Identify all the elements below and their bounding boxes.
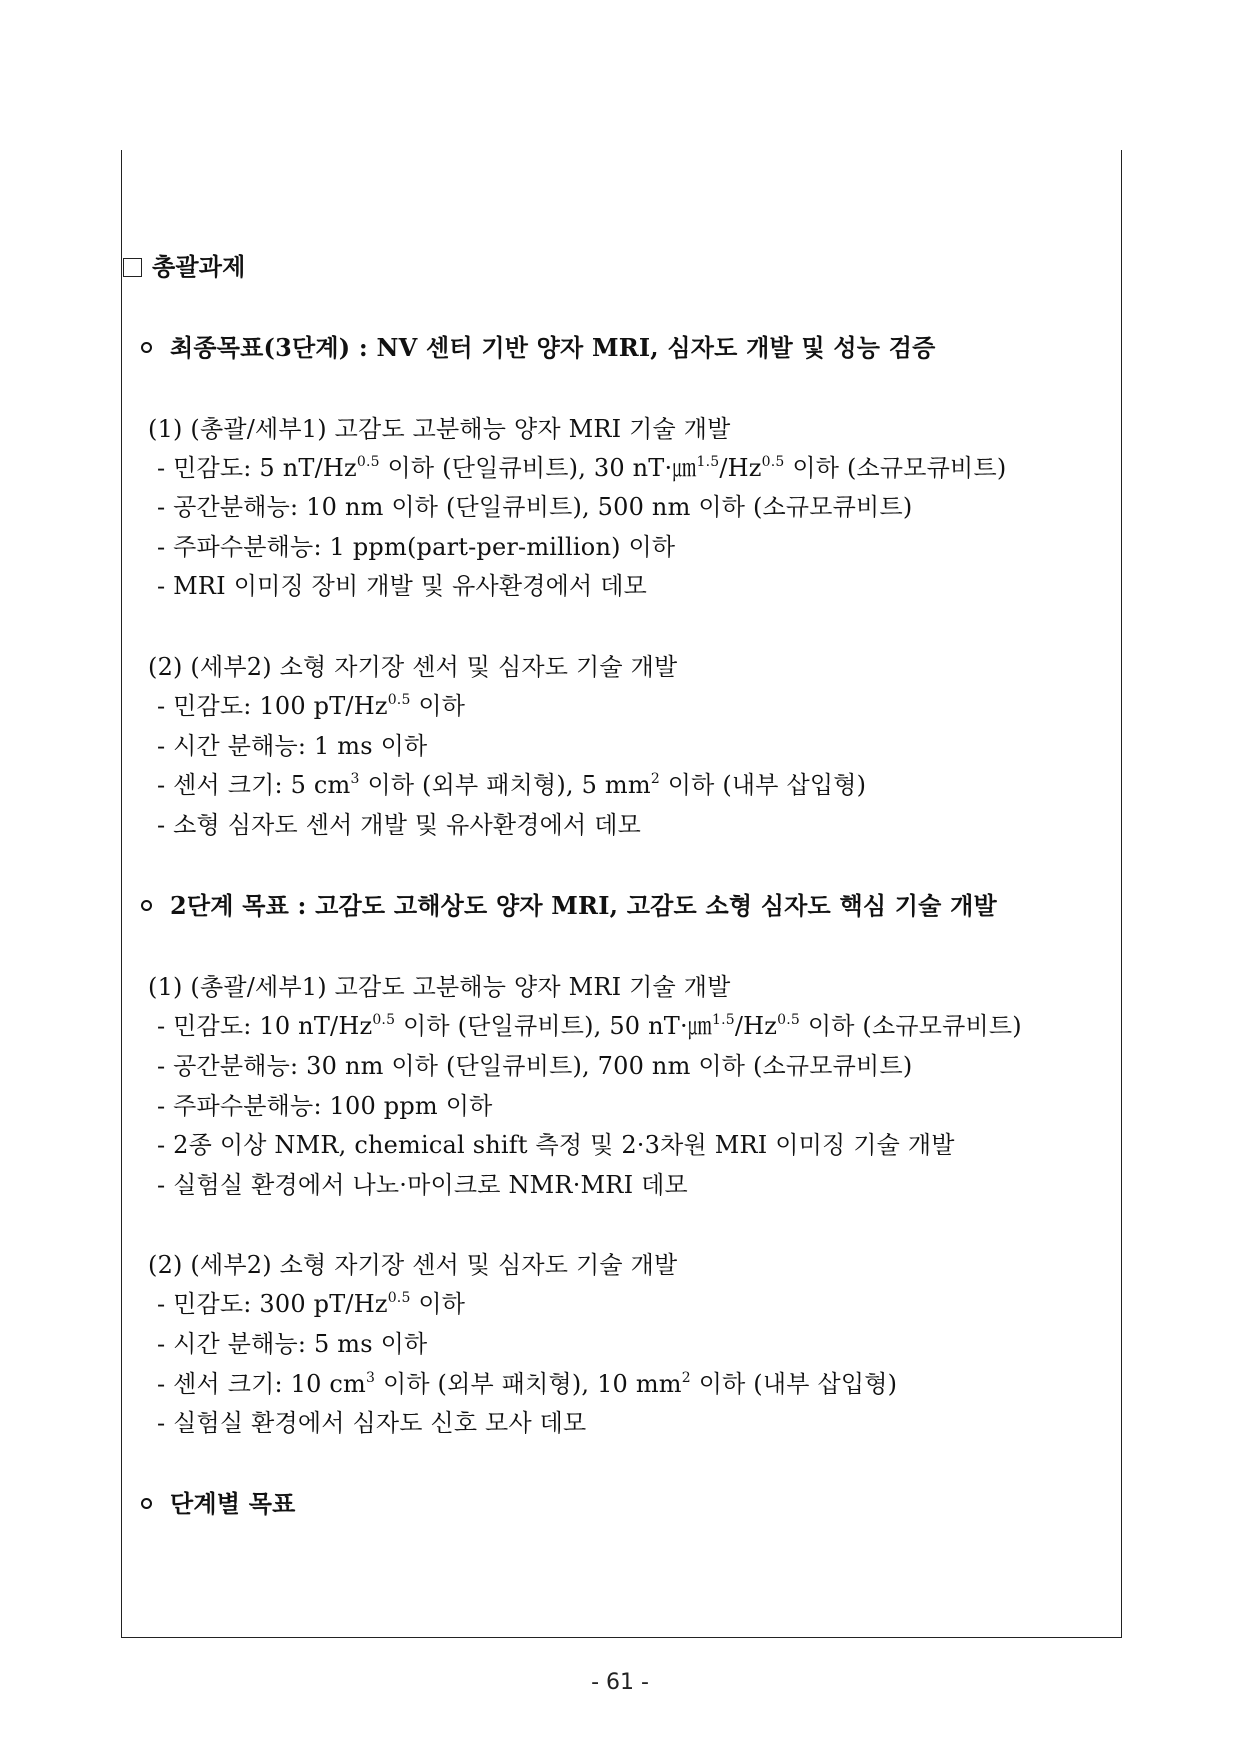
final-sub1-spatial-resolution: - 공간분해능: 10 nm 이하 (단일큐비트), 500 nm 이하 (소규모큐비트) [157,493,913,521]
stage2-sub1-demo: - 실험실 환경에서 나노·마이크로 NMR·MRI 데모 [157,1171,688,1199]
final-sub2-title: (2) (세부2) 소형 자기장 센서 및 심자도 기술 개발 [148,653,678,681]
final-goal-heading: 최종목표(3단계) : NV 센터 기반 양자 MRI, 심자도 개발 및 성능 검증 [141,333,935,363]
circle-bullet-icon [141,1498,152,1509]
final-sub2-sensitivity: - 민감도: 100 $pT/Hz^{0.5}$ 이하 [157,692,466,720]
square-checkbox-icon [123,258,142,277]
stage2-sub1-sensitivity: - 민감도: 10 $nT/Hz^{0.5}$ 이하 (단일큐비트), 50 $nT\cdot㎛^{1.5}/Hz^{0.5}$ 이하 (소규모큐비트) [157,1012,1022,1040]
circle-bullet-icon [141,900,152,911]
stage2-sub2-title: (2) (세부2) 소형 자기장 센서 및 심자도 기술 개발 [148,1251,678,1279]
stepwise-goal-heading: 단계별 목표 [141,1489,295,1519]
page-number: - 61 - [591,1670,649,1695]
final-sub2-demo: - 소형 심자도 센서 개발 및 유사환경에서 데모 [157,811,642,839]
final-sub2-sensor-size: - 센서 크기: 5 $cm^3$ 이하 (외부 패치형), 5 $mm^2$ 이하 (내부 삽입형) [157,771,867,799]
final-sub1-title: (1) (총괄/세부1) 고감도 고분해능 양자 MRI 기술 개발 [148,415,731,443]
stage2-sub1-nmr: - 2종 이상 NMR, chemical shift 측정 및 2·3차원 MRI 이미징 기술 개발 [157,1131,955,1159]
stage2-goal-heading: 2단계 목표 : 고감도 고해상도 양자 MRI, 고감도 소형 심자도 핵심 기술 개발 [141,891,997,921]
final-sub1-sensitivity: - 민감도: 5 $nT/Hz^{0.5}$ 이하 (단일큐비트), 30 $nT\cdot㎛^{1.5}/Hz^{0.5}$ 이하 (소규모큐비트) [157,454,1007,482]
stage2-sub1-title: (1) (총괄/세부1) 고감도 고분해능 양자 MRI 기술 개발 [148,973,731,1001]
section-title: 총괄과제 [123,252,246,282]
circle-bullet-icon [141,342,152,353]
final-sub1-demo: - MRI 이미징 장비 개발 및 유사환경에서 데모 [157,572,647,600]
stage2-sub1-spatial-resolution: - 공간분해능: 30 nm 이하 (단일큐비트), 700 nm 이하 (소규모큐비트) [157,1052,913,1080]
stage2-sub2-sensitivity: - 민감도: 300 $pT/Hz^{0.5}$ 이하 [157,1290,466,1318]
stage2-sub2-sensor-size: - 센서 크기: 10 $cm^3$ 이하 (외부 패치형), 10 $mm^2$ 이하 (내부 삽입형) [157,1370,898,1398]
stage2-sub2-demo: - 실험실 환경에서 심자도 신호 모사 데모 [157,1409,587,1437]
stage2-sub1-frequency-resolution: - 주파수분해능: 100 ppm 이하 [157,1092,493,1120]
final-sub1-frequency-resolution: - 주파수분해능: 1 ppm(part-per-million) 이하 [157,533,676,561]
stage2-sub2-time-resolution: - 시간 분해능: 5 ms 이하 [157,1330,428,1358]
final-sub2-time-resolution: - 시간 분해능: 1 ms 이하 [157,732,428,760]
